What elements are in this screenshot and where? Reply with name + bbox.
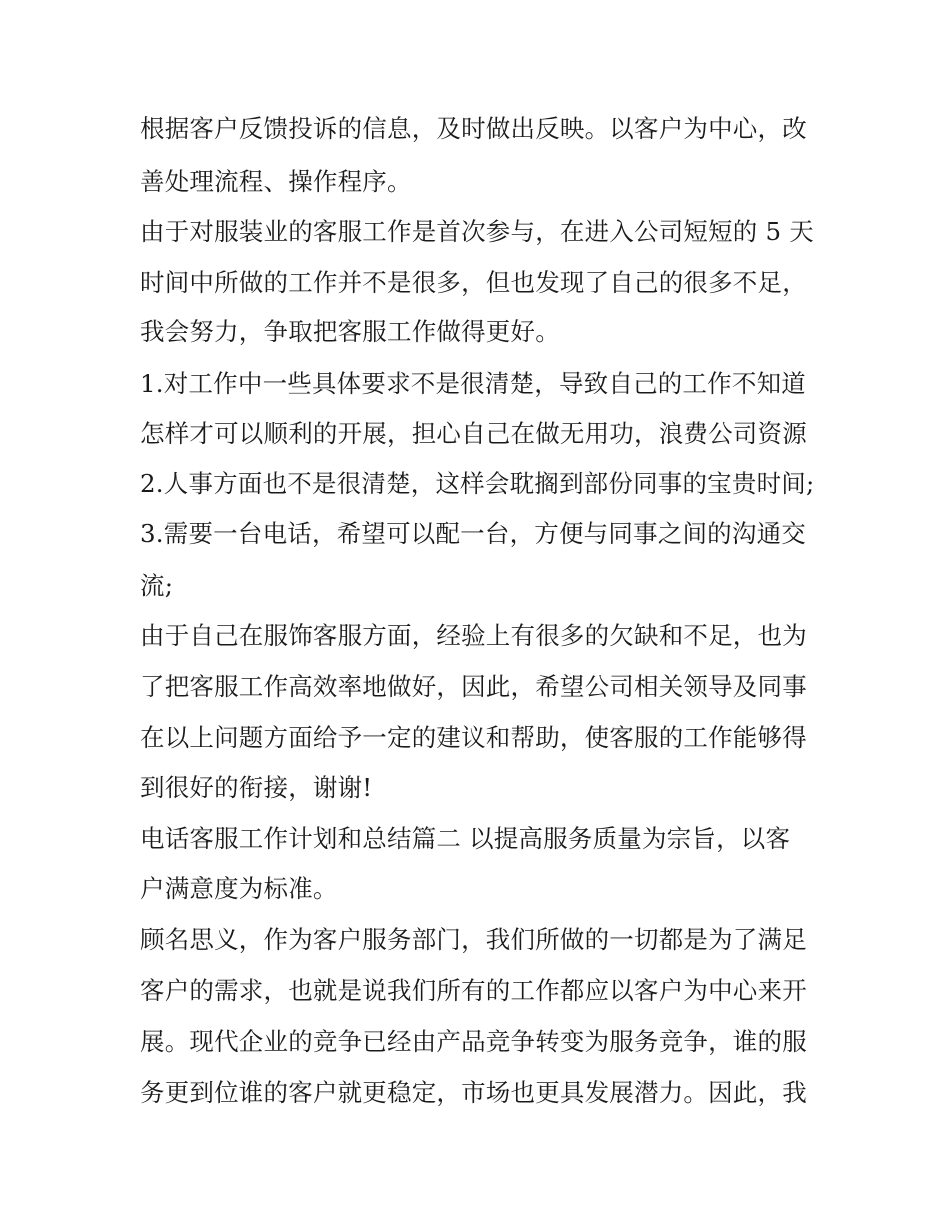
text-line: 善处理流程、操作程序。: [140, 167, 412, 196]
text-line: 户满意度为标准。: [140, 874, 338, 903]
text-line: 了把客服工作高效率地做好，因此，希望公司相关领导及同事: [140, 672, 807, 701]
text-line: 展。现代企业的竞争已经由产品竞争转变为服务竞争，谁的服: [140, 1027, 807, 1056]
text-line: 务更到位谁的客户就更稳定，市场也更具发展潜力。因此，我: [140, 1078, 807, 1107]
text-line: 我会努力，争取把客服工作做得更好。: [140, 317, 560, 346]
text-line: 时间中所做的工作并不是很多，但也发现了自己的很多不足，: [140, 268, 807, 297]
text-line: 流;: [140, 571, 174, 600]
text-line: 顾名思义，作为客户服务部门，我们所做的一切都是为了满足: [140, 925, 807, 954]
text-line: 客户的需求，也就是说我们所有的工作都应以客户为中心来开: [140, 976, 807, 1005]
text-line: 根据客户反馈投诉的信息，及时做出反映。以客户为中心，改: [140, 114, 807, 143]
text-line: 到很好的衔接，谢谢!: [140, 773, 373, 802]
text-line: 3.需要一台电话，希望可以配一台，方便与同事之间的沟通交: [140, 519, 806, 548]
text-line: 怎样才可以顺利的开展，担心自己在做无用功，浪费公司资源: [140, 419, 807, 448]
text-line: 1.对工作中一些具体要求不是很清楚，导致自己的工作不知道: [140, 369, 806, 398]
text-line: 由于对服装业的客服工作是首次参与，在进入公司短短的 5 天: [140, 217, 814, 246]
text-line: 2.人事方面也不是很清楚，这样会耽搁到部份同事的宝贵时间;: [140, 469, 815, 498]
text-line: 由于自己在服饰客服方面，经验上有很多的欠缺和不足，也为: [140, 621, 807, 650]
text-line: 在以上问题方面给予一定的建议和帮助，使客服的工作能够得: [140, 723, 807, 752]
text-line: 电话客服工作计划和总结篇二 以提高服务质量为宗旨，以客: [140, 824, 791, 853]
